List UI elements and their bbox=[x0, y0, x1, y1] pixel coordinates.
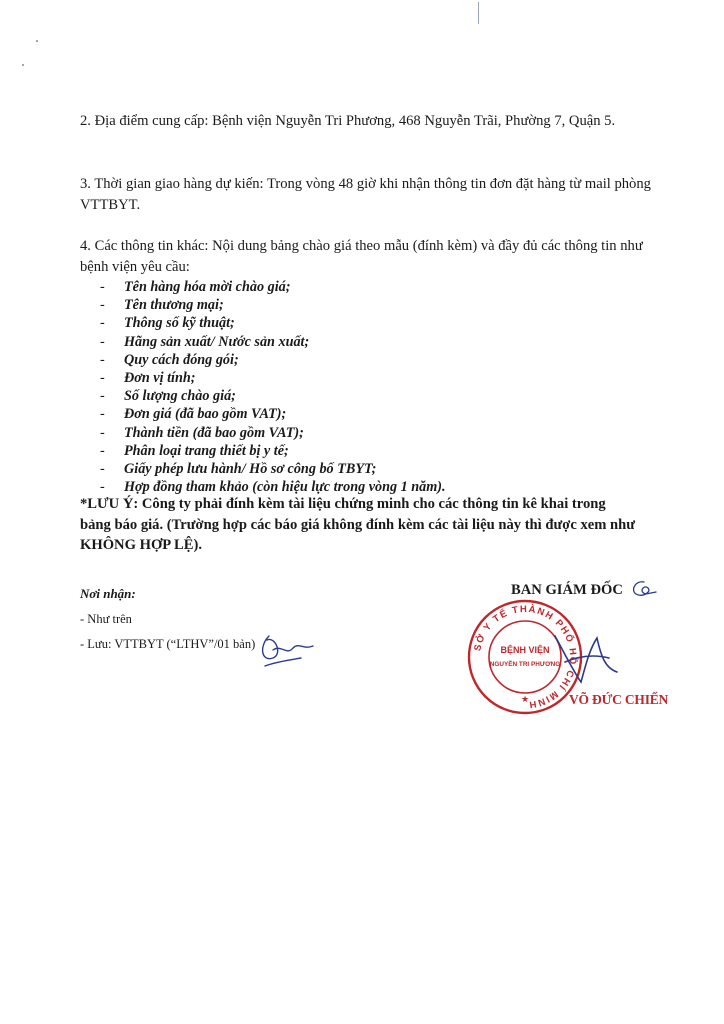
bullet-dash: - bbox=[100, 461, 105, 478]
required-item-text: Số lượng chào giá; bbox=[124, 388, 236, 405]
bullet-dash: - bbox=[100, 279, 105, 295]
recipient-item: - Lưu: VTTBYT (“LTHV”/01 bản) bbox=[80, 637, 256, 651]
bullet-dash: - bbox=[100, 388, 105, 405]
seal-star-icon: ★ bbox=[520, 695, 530, 705]
director-signature bbox=[545, 628, 625, 690]
note-paragraph: *LƯU Ý: Công ty phải đính kèm tài liệu chứng minh cho các thông tin kê khai trong bảng báo giá. (Trường hợp các báo giá không đính kèm các tài liệu này thì được xem như KHÔNG HỢP LỆ). bbox=[80, 496, 636, 553]
seal-center-line1: BỆNH VIỆN bbox=[500, 645, 550, 655]
required-item-text: Đơn vị tính; bbox=[124, 370, 196, 387]
required-item-text: Phân loại trang thiết bị y tế; bbox=[124, 442, 289, 459]
delivery-location-paragraph: 2. Địa điểm cung cấp: Bệnh viện Nguyễn Tri Phương, 468 Nguyễn Trãi, Phường 7, Quận 5. bbox=[80, 113, 616, 129]
required-item-text: Đơn giá (đã bao gồm VAT); bbox=[124, 406, 287, 423]
handwritten-mark bbox=[628, 578, 658, 600]
required-item-text: Tên thương mại; bbox=[124, 297, 224, 314]
required-item-text: Giấy phép lưu hành/ Hồ sơ công bố TBYT; bbox=[124, 461, 377, 478]
scan-speck bbox=[22, 64, 24, 66]
bullet-dash: - bbox=[100, 424, 105, 441]
scan-artifact-line bbox=[478, 2, 479, 24]
required-item bbox=[100, 314, 446, 332]
required-item bbox=[100, 369, 446, 387]
delivery-time-paragraph: 3. Thời gian giao hàng dự kiến: Trong vòng 48 giờ khi nhận thông tin đơn đặt hàng từ mail phòng VTTBYT. bbox=[80, 176, 651, 213]
required-item bbox=[100, 460, 446, 478]
bullet-dash: - bbox=[100, 406, 105, 423]
bullet-dash: - bbox=[100, 442, 105, 459]
recipients-title: Nơi nhận: bbox=[80, 586, 136, 601]
required-item bbox=[100, 278, 446, 296]
required-item bbox=[100, 296, 446, 314]
required-item-text: Tên hàng hóa mời chào giá; bbox=[124, 279, 291, 295]
bullet-dash: - bbox=[100, 479, 105, 496]
required-item-text: Quy cách đóng gói; bbox=[124, 351, 239, 368]
signer-name: VÕ ĐỨC CHIẾN bbox=[569, 692, 669, 707]
bullet-dash: - bbox=[100, 315, 105, 332]
required-item bbox=[100, 405, 446, 423]
bullet-dash: - bbox=[100, 370, 105, 387]
required-item bbox=[100, 351, 446, 369]
required-item bbox=[100, 333, 446, 351]
required-item bbox=[100, 442, 446, 460]
other-info-paragraph: 4. Các thông tin khác: Nội dung bảng chào giá theo mẫu (đính kèm) và đầy đủ các thông tin như bệnh viện yêu cầu: bbox=[80, 238, 643, 275]
required-item-text: Hợp đồng tham khảo (còn hiệu lực trong vòng 1 năm). bbox=[124, 479, 446, 496]
required-items-list bbox=[100, 278, 446, 496]
seal-center-line2: NGUYỄN TRI PHƯƠNG bbox=[489, 661, 561, 668]
required-item bbox=[100, 387, 446, 405]
handwritten-initial-signature bbox=[255, 626, 317, 670]
seal-ring-text: SỞ Y TẾ THÀNH PHỐ HỒ CHÍ MINH bbox=[472, 603, 579, 711]
required-item-text: Thành tiền (đã bao gồm VAT); bbox=[124, 424, 304, 441]
required-item-text: Thông số kỹ thuật; bbox=[124, 315, 235, 332]
required-item bbox=[100, 424, 446, 442]
bullet-dash: - bbox=[100, 351, 105, 368]
bullet-dash: - bbox=[100, 297, 105, 314]
bullet-dash: - bbox=[100, 333, 105, 350]
recipient-item: - Như trên bbox=[80, 612, 132, 626]
required-item-text: Hãng sản xuất/ Nước sản xuất; bbox=[124, 333, 310, 350]
board-of-directors-title: BAN GIÁM ĐỐC bbox=[511, 582, 623, 598]
scan-speck bbox=[36, 40, 38, 42]
